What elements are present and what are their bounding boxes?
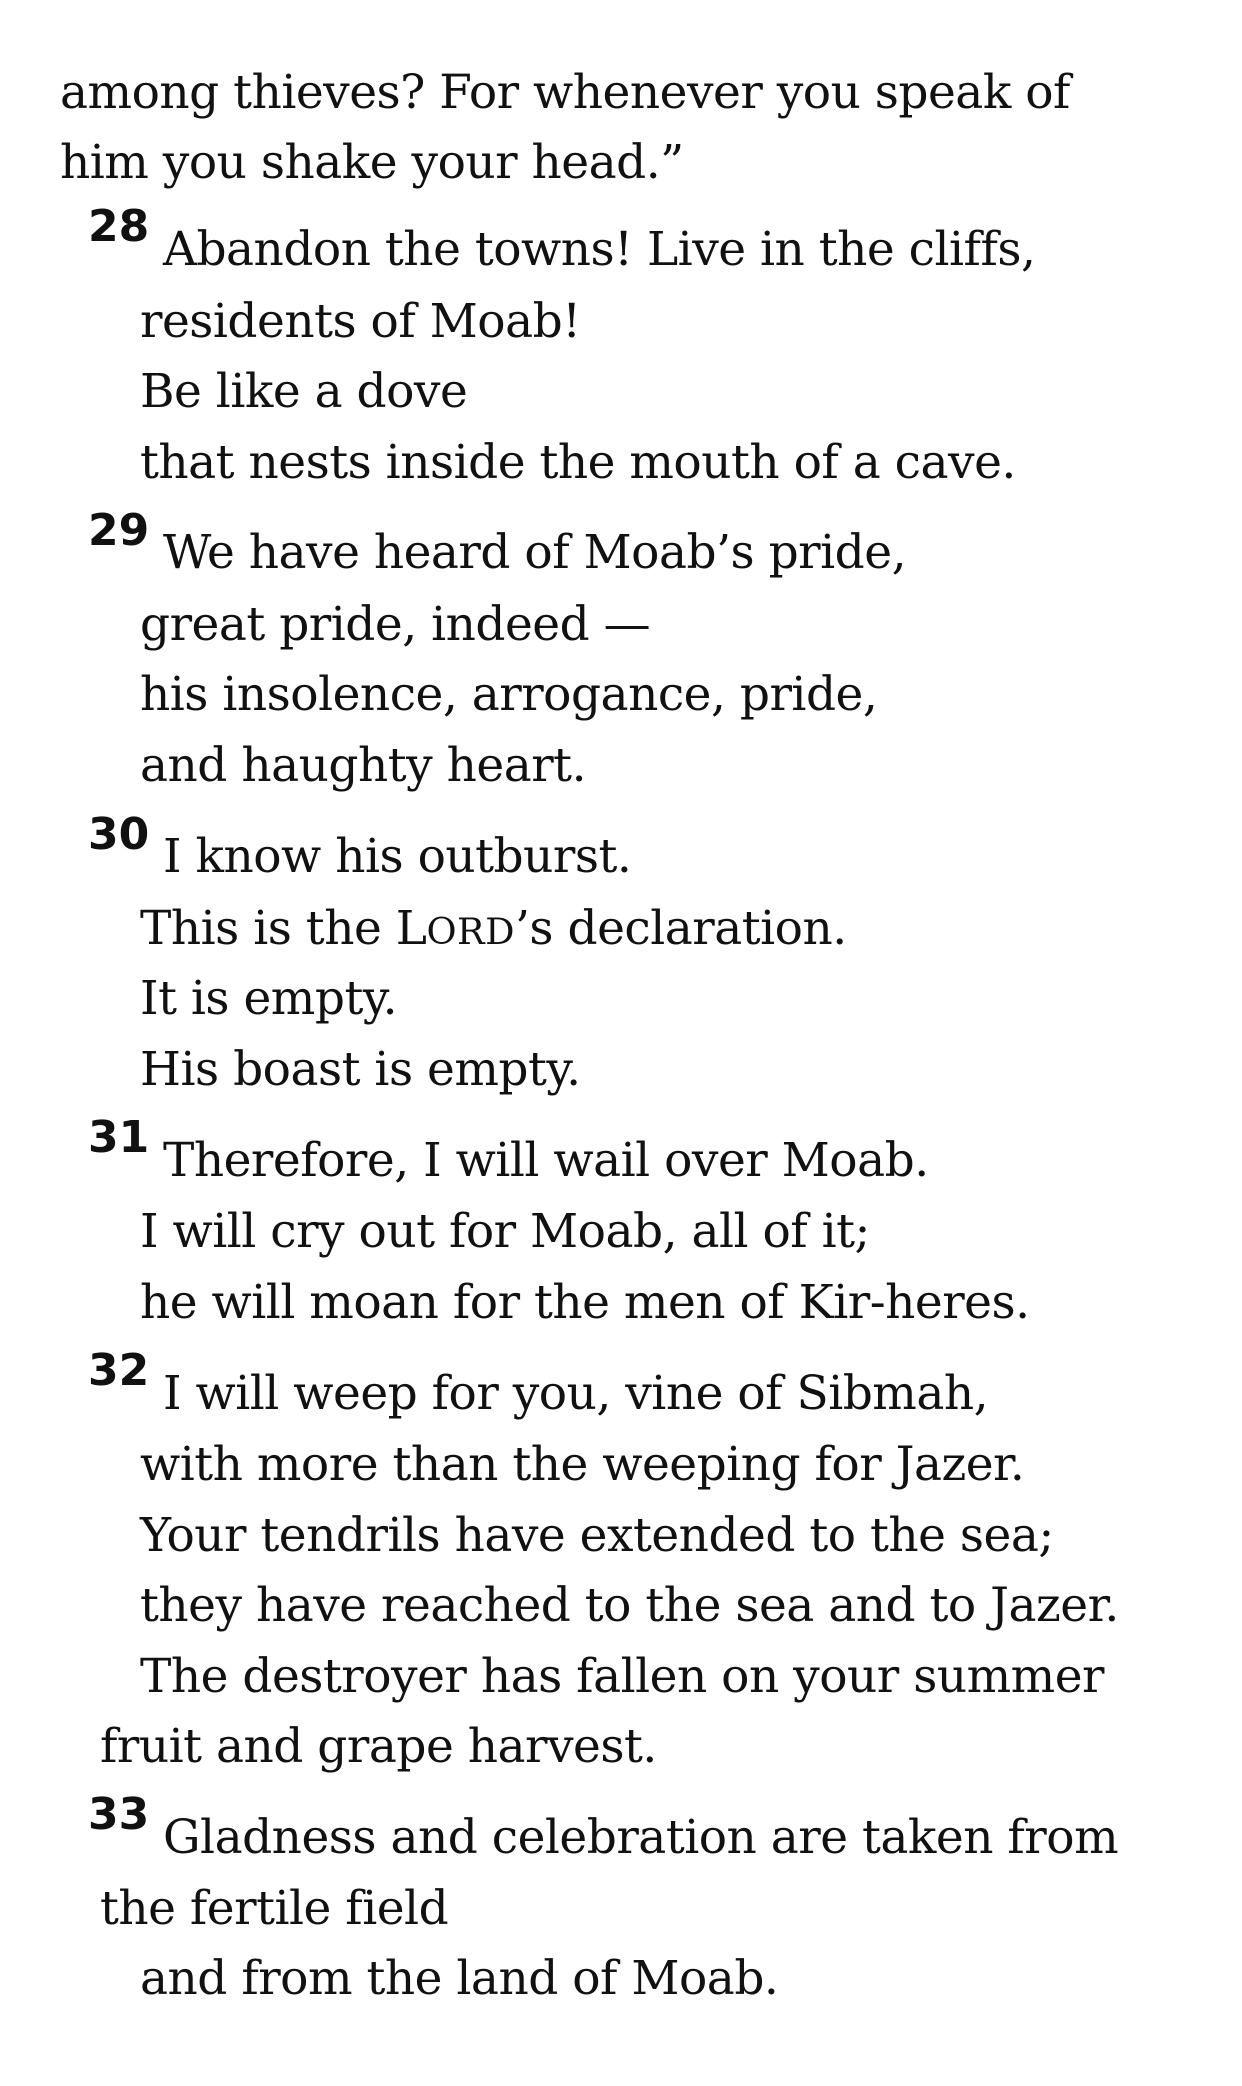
verse-text: I will weep for you, vine of Sibmah, [163,1366,989,1421]
verse-number: 31 [88,1112,150,1163]
poetry-line: great pride, indeed — [140,597,651,652]
verse-number: 28 [88,201,150,252]
text-line: among thieves? For whenever you speak of [60,65,1070,120]
poetry-line: His boast is empty. [140,1042,581,1097]
poetry-line: and haughty heart. [140,738,587,793]
verse-text: I know his outburst. [163,829,632,884]
prose-line: the fertile field [100,1881,449,1936]
prose-line: The destroyer has fallen on your summer [140,1649,1105,1704]
verse-text: Abandon the towns! Live in the cliffs, [163,222,1036,277]
poetry-line: they have reached to the sea and to Jazer. [140,1578,1119,1633]
poetry-line-start: This is the L [140,901,427,956]
verse-text: Gladness and celebration are taken from [163,1810,1119,1865]
poetry-line: I will cry out for Moab, all of it; [140,1204,870,1259]
text-line: him you shake your head.” [60,135,684,190]
poetry-line: and from the land of Moab. [140,1951,779,2006]
poetry-line: that nests inside the mouth of a cave. [140,435,1016,490]
poetry-line: his insolence, arrogance, pride, [140,667,878,722]
poetry-line: residents of Moab! [140,294,581,349]
poetry-line: Your tendrils have extended to the sea; [140,1508,1054,1563]
verse-number: 30 [88,809,150,860]
verse-text: Therefore, I will wail over Moab. [163,1133,929,1188]
poetry-line [140,894,847,967]
verse-number: 33 [88,1789,150,1840]
verse-number: 29 [88,505,150,556]
verse-text: We have heard of Moab’s pride, [163,525,907,580]
prose-line: fruit and grape harvest. [100,1719,657,1774]
small-caps-lord: ORD [426,910,515,953]
poetry-line: he will moan for the men of Kir-heres. [140,1275,1030,1330]
poetry-line: Be like a dove [140,364,468,419]
verse-number: 32 [88,1345,150,1396]
poetry-line: It is empty. [140,971,398,1026]
poetry-line: with more than the weeping for Jazer. [140,1437,1025,1492]
poetry-line-end: ’s declaration. [514,901,847,956]
